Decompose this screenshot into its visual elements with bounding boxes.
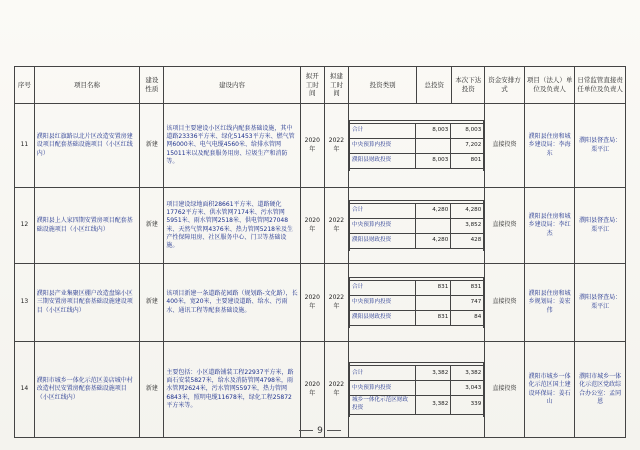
investment-type: 中央预算内投资 <box>350 296 416 311</box>
investment-total: 831 <box>416 281 451 296</box>
cell-nature: 新建 <box>140 104 164 188</box>
investment-spacer <box>350 169 484 172</box>
cell-start: 2020年 <box>300 342 324 438</box>
header-this-batch: 本次下达投资 <box>452 67 485 104</box>
header-nature: 建设性质 <box>140 67 164 104</box>
header-unit: 项目（法人）单位及负责人 <box>524 67 575 104</box>
cell-fund-method: 直接投资 <box>485 264 525 342</box>
investment-this-batch: 831 <box>451 281 484 296</box>
investment-line <box>350 396 484 414</box>
investment-line <box>350 204 484 219</box>
investment-subtable <box>349 277 484 328</box>
cell-fund-method: 直接投资 <box>485 188 525 264</box>
investment-type: 中央预算内投资 <box>350 139 416 154</box>
page-footer <box>0 426 640 436</box>
cell-seq: 11 <box>15 104 35 188</box>
cell-investment-group <box>349 264 485 342</box>
cell-fund-method: 直接投资 <box>485 104 525 188</box>
cell-nature: 新建 <box>140 188 164 264</box>
investment-type: 濮阳县财政投资 <box>350 234 416 249</box>
cell-seq: 12 <box>15 188 35 264</box>
investment-spacer <box>350 249 484 252</box>
cell-project-name: 濮阳市城乡一体化示范区姜店城中村改造村民安置房配套基础设施项目（小区红线内） <box>34 342 139 438</box>
cell-investment-group <box>349 342 485 438</box>
investment-this-batch: 3,852 <box>451 219 484 234</box>
investment-type: 中央预算内投资 <box>350 381 416 396</box>
investment-subtable <box>349 120 484 171</box>
table-row <box>15 104 626 188</box>
header-total: 总投资 <box>417 67 452 104</box>
investment-total: 3,382 <box>416 366 451 381</box>
investment-type: 城乡一体化示范区财政投资 <box>350 396 416 414</box>
investment-subtable <box>349 200 484 251</box>
cell-content: 主要包括：小区道路铺装工程22937平方米，路面石安装5827米，给水及消防管网4798米，雨水管网2624米，污水管网5597米，热力管网6843米，照明电缆11678米，绿化工程25872平方米等。 <box>164 342 300 438</box>
investment-total <box>416 381 451 396</box>
cell-project-name: 濮阳县红旗路以北片区改造安置房建设项目配套基础设施项目（小区红线内） <box>34 104 139 188</box>
investment-line <box>350 296 484 311</box>
cell-supervisor: 濮阳市城乡一体化示范区党政综合办公室：孟同恩 <box>575 342 626 438</box>
project-table <box>14 66 626 438</box>
investment-this-batch: 7,202 <box>451 139 484 154</box>
cell-project-unit: 濮阳市城乡一体化示范区国土建设环保局：姜石山 <box>524 342 575 438</box>
investment-this-batch: 4,280 <box>451 204 484 219</box>
investment-total: 4,280 <box>416 204 451 219</box>
investment-line <box>350 366 484 381</box>
cell-finish: 2022年 <box>324 342 348 438</box>
investment-total: 8,003 <box>416 124 451 139</box>
investment-this-batch: 8,003 <box>451 124 484 139</box>
header-supervisor: 日常监管直接责任单位及负责人 <box>575 67 626 104</box>
investment-this-batch: 339 <box>451 396 484 414</box>
header-inv-type: 投资类别 <box>349 67 417 104</box>
investment-spacer <box>350 414 484 417</box>
cell-content: 该项目主要建设小区红线内配套基础设施，其中道路23336平方米、绿化51453平方米、燃气管网6000米、电气电缆4560米、给排水管网15011米以及配套服务用房、垃圾生产和消防等。 <box>164 104 300 188</box>
investment-type: 合计 <box>350 281 416 296</box>
table-row <box>15 264 626 342</box>
cell-content: 该项目新建一条道路花园路（规划路-文化路），长400米，宽20米，主要建设道路、给水、污雨水、通讯工程等配套基础设施。 <box>164 264 300 342</box>
cell-nature: 新建 <box>140 342 164 438</box>
investment-subtable <box>349 362 484 416</box>
cell-investment-group <box>349 104 485 188</box>
investment-line <box>350 154 484 169</box>
investment-line <box>350 124 484 139</box>
cell-finish: 2022年 <box>324 104 348 188</box>
investment-line <box>350 234 484 249</box>
footer-dash-right <box>327 430 341 431</box>
investment-line <box>350 311 484 326</box>
investment-line <box>350 381 484 396</box>
investment-total: 831 <box>416 311 451 326</box>
header-start: 拟开工时间 <box>300 67 324 104</box>
cell-fund-method: 直接投资 <box>485 342 525 438</box>
cell-project-unit: 濮阳县住房和城乡建设局：李海东 <box>524 104 575 188</box>
cell-start: 2020年 <box>300 264 324 342</box>
header-method: 资金安排方式 <box>485 67 525 104</box>
investment-total <box>416 296 451 311</box>
cell-supervisor: 濮阳县督查局：栗平江 <box>575 104 626 188</box>
cell-seq: 14 <box>15 342 35 438</box>
investment-type: 合计 <box>350 366 416 381</box>
cell-finish: 2022年 <box>324 264 348 342</box>
cell-project-unit: 濮阳县住房和城乡规划局：姜宏伟 <box>524 264 575 342</box>
header-finish: 拟建工时间 <box>324 67 348 104</box>
investment-this-batch: 801 <box>451 154 484 169</box>
investment-total <box>416 219 451 234</box>
investment-this-batch: 428 <box>451 234 484 249</box>
cell-finish: 2022年 <box>324 188 348 264</box>
table-row <box>15 188 626 264</box>
table-row <box>15 342 626 438</box>
header-content: 建设内容 <box>164 67 300 104</box>
investment-line <box>350 139 484 154</box>
investment-this-batch: 3,382 <box>451 366 484 381</box>
cell-start: 2020年 <box>300 104 324 188</box>
investment-line <box>350 219 484 234</box>
cell-nature: 新建 <box>140 264 164 342</box>
cell-investment-group <box>349 188 485 264</box>
page-number: 9 <box>317 426 323 436</box>
header-name: 项目名称 <box>34 67 139 104</box>
investment-total: 3,382 <box>416 396 451 414</box>
investment-type: 中央预算内投资 <box>350 219 416 234</box>
cell-supervisor: 濮阳县督查局：栗平江 <box>575 264 626 342</box>
investment-type: 濮阳县财政投资 <box>350 154 416 169</box>
investment-total: 8,003 <box>416 154 451 169</box>
investment-type: 合计 <box>350 204 416 219</box>
investment-spacer <box>350 326 484 329</box>
cell-seq: 13 <box>15 264 35 342</box>
cell-project-name: 濮阳县产业集聚区棚户改造盘锦小区三期安置房项目配套基础设施建设项目（小区红线内） <box>34 264 139 342</box>
cell-supervisor: 濮阳县督查局：栗平江 <box>575 188 626 264</box>
investment-total: 4,280 <box>416 234 451 249</box>
table-header-row <box>15 67 626 104</box>
cell-project-unit: 濮阳县住房和城乡建设局：李红杰 <box>524 188 575 264</box>
footer-dash-left <box>299 430 313 431</box>
header-seq: 序号 <box>15 67 35 104</box>
investment-line <box>350 281 484 296</box>
investment-type: 合计 <box>350 124 416 139</box>
investment-this-batch: 3,043 <box>451 381 484 396</box>
investment-this-batch: 747 <box>451 296 484 311</box>
investment-this-batch: 84 <box>451 311 484 326</box>
cell-start: 2020年 <box>300 188 324 264</box>
cell-content: 项目建设绿地面积28661平方米、道路硬化17762平方米、供水管网7174米、污水管网5951米、雨水管网2518米、供电管网27048米、天然气管网4376米、热力管网5218米及生产性保障用房、社区服务中心、门卫等基础设施。 <box>164 188 300 264</box>
investment-type: 濮阳县财政投资 <box>350 311 416 326</box>
investment-total <box>416 139 451 154</box>
cell-project-name: 濮阳县上人家四期安置房项目配套基础设施项目（小区红线内） <box>34 188 139 264</box>
